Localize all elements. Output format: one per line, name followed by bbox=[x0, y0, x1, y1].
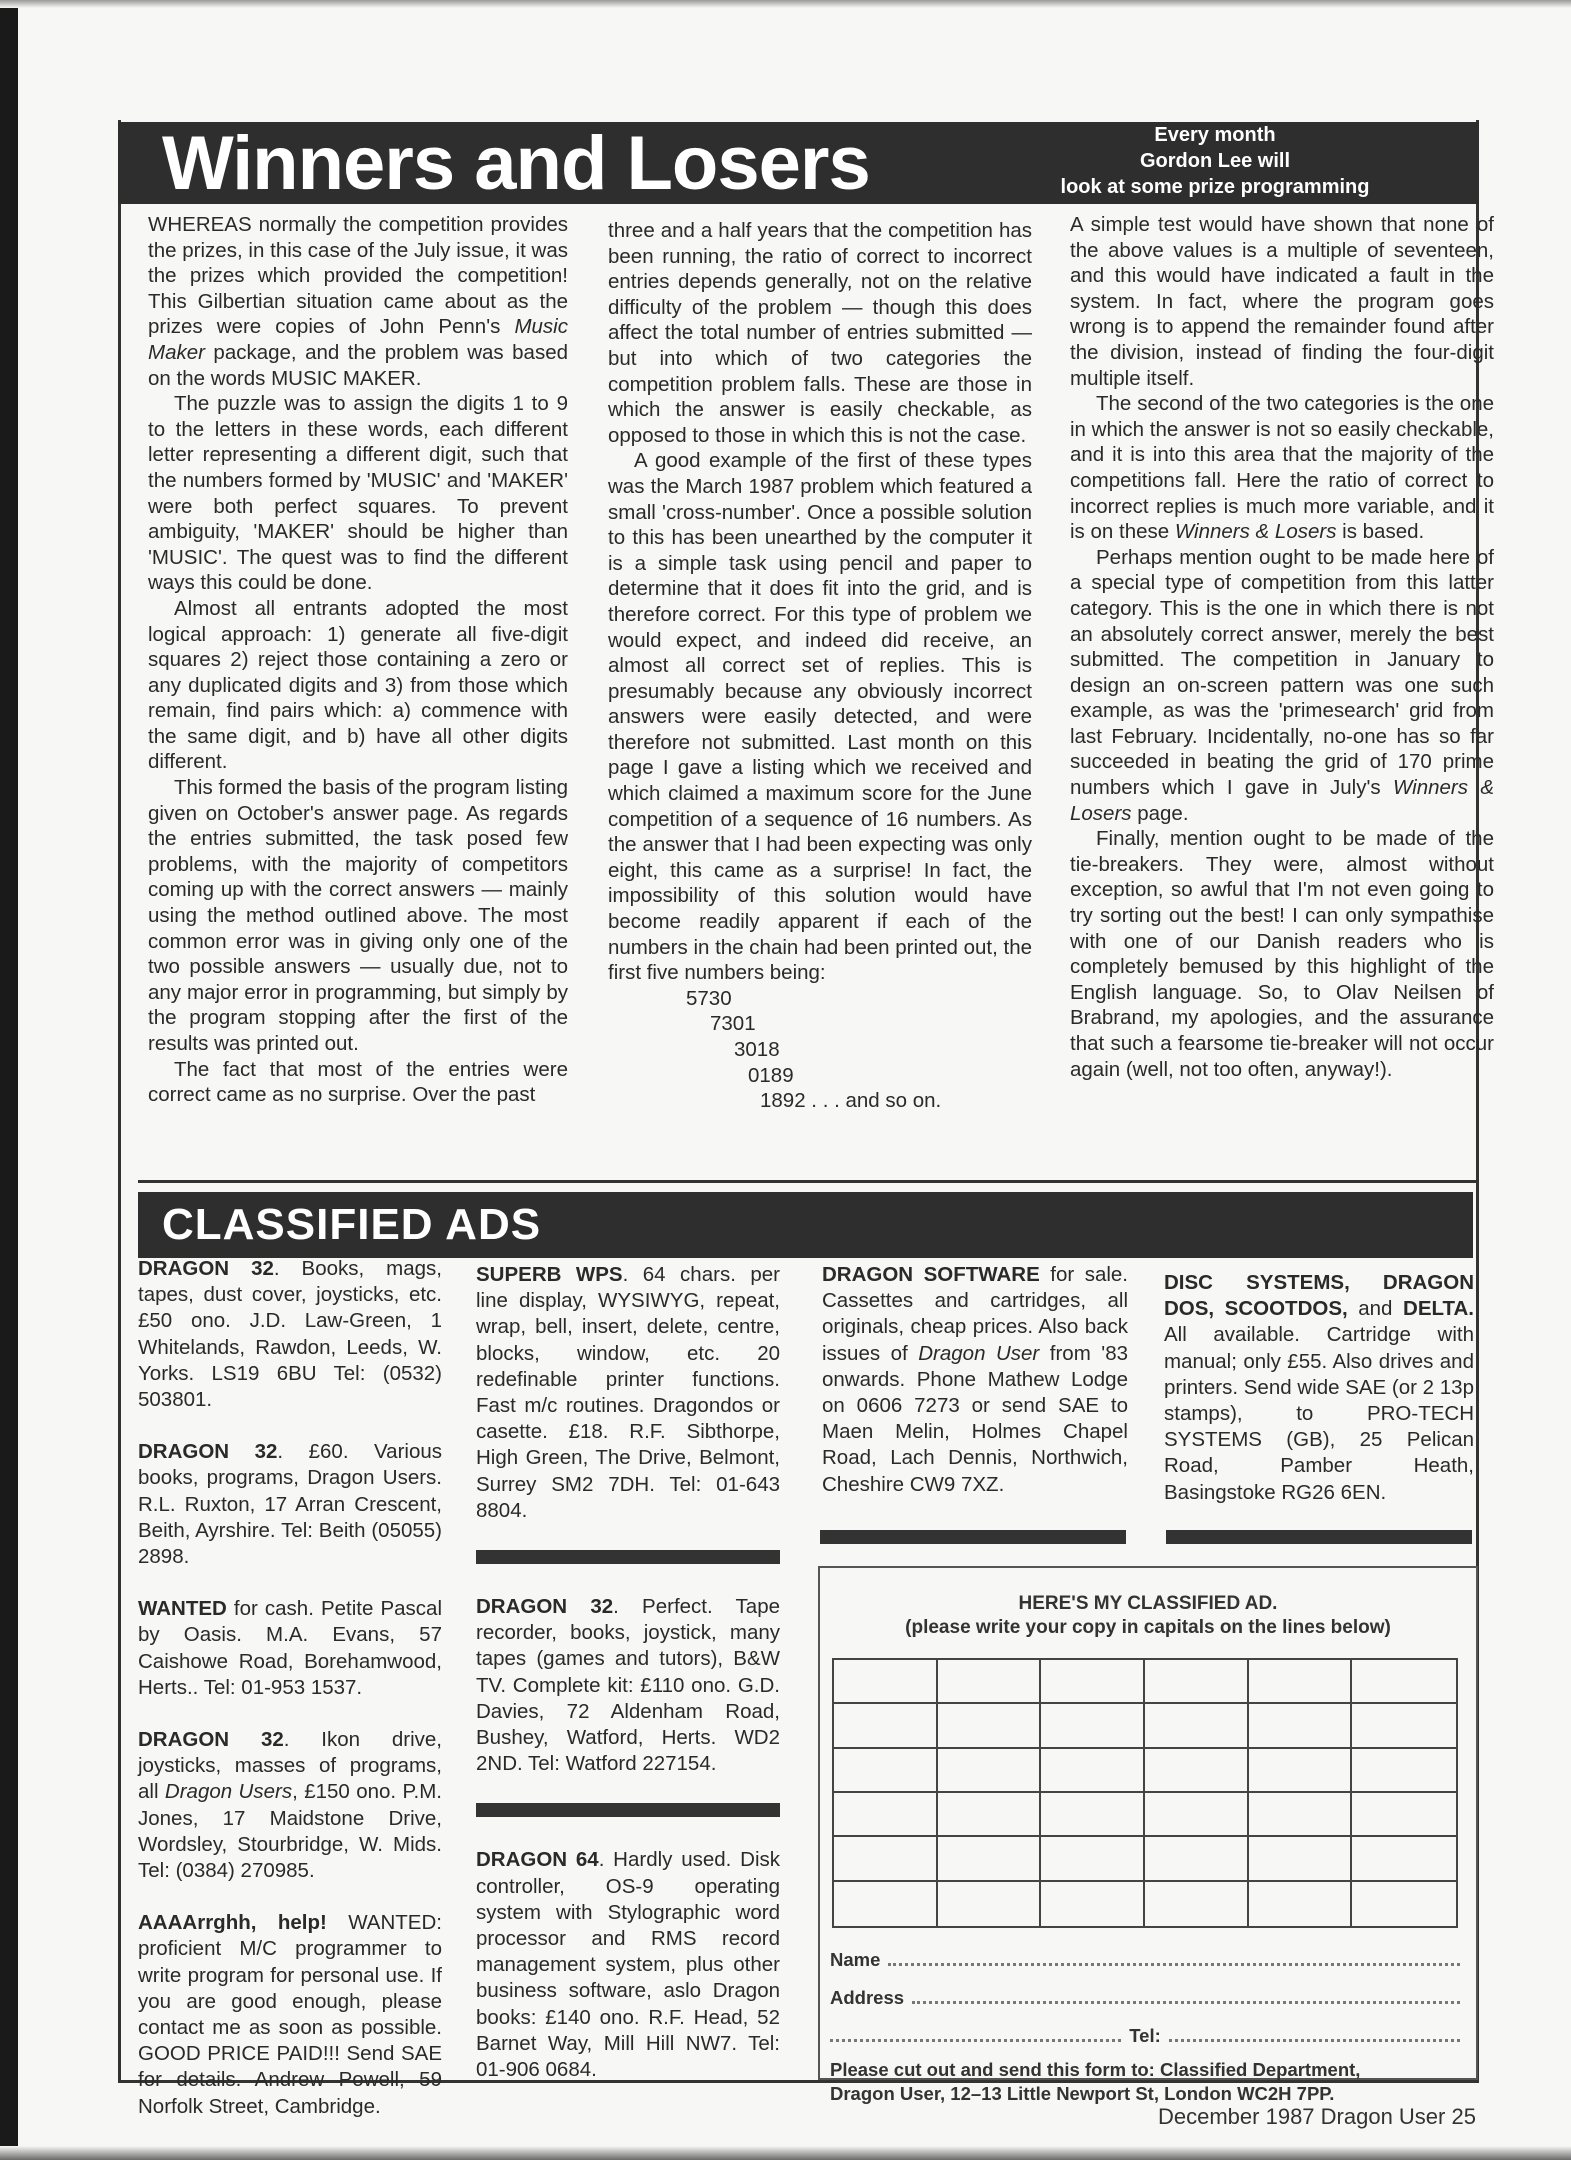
classified-ad: DRAGON 32. Books, mags, tapes, dust cover, joysticks, etc. £50 ono. J.D. Law-Green, 1 Whitelands, Rawdon, Leeds, W. Yorks. LS19 6BU Tel: (0532) 503801. bbox=[138, 1257, 442, 1412]
ads-column-1 bbox=[138, 1256, 442, 2146]
address-continuation-line[interactable] bbox=[830, 2025, 1121, 2042]
article-paragraph: The fact that most of the entries were correct came as no surprise. Over the past bbox=[148, 1057, 568, 1107]
grid-cell[interactable] bbox=[1041, 1793, 1145, 1837]
article-paragraph: This formed the basis of the program listing given on October's answer page. As regards the entries submitted, the task posed few problems, with the majority of competitors coming up with the correct answers — mainly using the method outlined above. The most common error was in giving only one of the two possible answers — usually due, not to any major error in programming, but simply by the program stopping after the first of the results was printed out. bbox=[148, 776, 568, 1055]
italic-title: Winners & Losers bbox=[1174, 520, 1337, 544]
ad-headline: DRAGON 32 bbox=[138, 1440, 278, 1464]
article-column-3 bbox=[1070, 212, 1494, 1082]
article-paragraph: Perhaps mention ought to be made here of a special type of competition from this latter category. This is the one in which there is not an absolutely correct answer, merely the best submitted. The competition in January to design an on-screen pattern was one such example, as was the 'primesearch' grid from last February. Incidentally, no-one has so far succeeded in beating the grid of 170 prime numbers which I gave in July's Winners & Losers page. bbox=[1070, 545, 1494, 825]
name-label: Name bbox=[830, 1949, 881, 1970]
grid-cell[interactable] bbox=[1352, 1837, 1456, 1881]
mailing-line: Dragon User, 12–13 Little Newport St, London WC2H 7PP. bbox=[830, 2083, 1335, 2104]
article-subtitle bbox=[1025, 122, 1405, 200]
ad-headline: AAAArrghh, help! bbox=[138, 1911, 327, 1935]
article-paragraph: three and a half years that the competition has been running, the ratio of correct to incorrect entries depends generally, not on the relative difficulty of the problem — though this does affect the total number of entries submitted — but into which of two categories the competition problem falls. These are those in which the answer is easily checkable, as opposed to those in which this is not the case. bbox=[608, 219, 1032, 447]
classified-ad: WANTED for cash. Petite Pascal by Oasis. M.A. Evans, 57 Caishowe Road, Borehamwood, Herts.. Tel: 01-953 1537. bbox=[138, 1597, 442, 1699]
grid-cell[interactable] bbox=[1041, 1837, 1145, 1881]
tel-field[interactable] bbox=[830, 2024, 1460, 2048]
article-paragraph: WHEREAS normally the competition provides the prizes, in this case of the July issue, it was the prizes which provided the competition! This Gilbertian situation came about as the prizes were copies of John Penn's Music Maker package, and the problem was based on the words MUSIC MAKER. bbox=[148, 213, 568, 390]
italic-title: Winners & Losers bbox=[1070, 776, 1494, 825]
classified-ad: DRAGON SOFTWARE for sale. Cassettes and cartridges, all originals, cheap prices. Also back issues of Dragon User from '83 onwards. Phone Mathew Lodge on 0606 7273 or send SAE to Maen Melin, Holmes Chapel Road, Lach Dennis, Northwich, Cheshire CW9 7XZ. bbox=[822, 1263, 1129, 1496]
page-footer: December 1987 Dragon User 25 bbox=[1158, 2104, 1476, 2129]
classified-ad: DISC SYSTEMS, DRAGON DOS, SCOOTDOS, and DELTA. All available. Cartridge with manual; only £55. Also drives and printers. Send wide SAE (or 2 13p stamps), to PRO-TECH SYSTEMS (GB), 25 Pelican Road, Pamber Heath, Basingstoke RG26 6EN. bbox=[1164, 1271, 1474, 1504]
grid-cell[interactable] bbox=[1352, 1882, 1456, 1926]
grid-cell[interactable] bbox=[1352, 1704, 1456, 1748]
subtitle-line: look at some prize programming bbox=[1060, 176, 1370, 198]
ad-headline: DRAGON 64 bbox=[476, 1848, 599, 1872]
name-field[interactable] bbox=[830, 1948, 1460, 1972]
page-top-shadow bbox=[0, 0, 1571, 8]
grid-cell[interactable] bbox=[1145, 1793, 1249, 1837]
ads-column-4 bbox=[1164, 1270, 1474, 1532]
italic-title: Dragon User bbox=[918, 1341, 1040, 1365]
form-mailing-instructions bbox=[830, 2058, 1470, 2106]
address-label: Address bbox=[830, 1987, 905, 2008]
grid-cell[interactable] bbox=[938, 1660, 1042, 1704]
ad-separator-bar bbox=[1166, 1530, 1472, 1544]
grid-cell[interactable] bbox=[1352, 1793, 1456, 1837]
ad-separator-bar bbox=[820, 1530, 1126, 1544]
italic-title: Music Maker bbox=[148, 315, 568, 364]
article-paragraph: The second of the two categories is the one in which the answer is not so easily checkable, and it is into this area that the majority of the competitions fall. Here the ratio of correct to incorrect replies is much more variable, and it is on these Winners & Losers is based. bbox=[1070, 392, 1494, 544]
ads-column-3 bbox=[822, 1262, 1128, 1524]
grid-cell[interactable] bbox=[1249, 1660, 1353, 1704]
form-heading bbox=[820, 1592, 1476, 1640]
grid-cell[interactable] bbox=[1249, 1793, 1353, 1837]
grid-cell[interactable] bbox=[1352, 1749, 1456, 1793]
grid-cell[interactable] bbox=[1041, 1749, 1145, 1793]
grid-cell[interactable] bbox=[1145, 1704, 1249, 1748]
chain-number: 0189 bbox=[748, 1063, 794, 1087]
ad-headline: SUPERB WPS bbox=[476, 1263, 623, 1286]
grid-cell[interactable] bbox=[834, 1837, 938, 1881]
ad-headline: DRAGON 32 bbox=[138, 1257, 274, 1280]
ad-separator-bar bbox=[476, 1803, 780, 1817]
classified-ad: DRAGON 32. Ikon drive, joysticks, masses of programs, all Dragon Users, £150 ono. P.M. Jones, 17 Maidstone Drive, Wordsley, Stourbridge, W. Mids. Tel: (0384) 270985. bbox=[138, 1728, 442, 1883]
grid-cell[interactable] bbox=[1145, 1837, 1249, 1881]
article-paragraph: A simple test would have shown that none of the above values is a multiple of seventeen, and this would have indicated a fault in the system. In fact, where the program goes wrong is to append the remainder found after the division, instead of finding the four-digit multiple itself. bbox=[1070, 213, 1494, 390]
grid-cell[interactable] bbox=[1041, 1882, 1145, 1926]
ads-column-2 bbox=[476, 1262, 780, 2109]
grid-cell[interactable] bbox=[1249, 1882, 1353, 1926]
ad-copy-grid[interactable] bbox=[832, 1658, 1458, 1928]
grid-cell[interactable] bbox=[834, 1704, 938, 1748]
mailing-line: Please cut out and send this form to: Classified Department, bbox=[830, 2059, 1361, 2080]
grid-cell[interactable] bbox=[1145, 1749, 1249, 1793]
grid-cell[interactable] bbox=[834, 1749, 938, 1793]
form-instruction: (please write your copy in capitals on the lines below) bbox=[905, 1617, 1391, 1638]
classified-ad: DRAGON 64. Hardly used. Disk controller, OS-9 operating system with Stylographic word processor and RMS record management system, plus other business software, aslo Dragon books: £140 ono. R.F. Head, 52 Barnet Way, Mill Hill NW7. Tel: 01-906 0684. bbox=[476, 1848, 781, 2082]
magazine-spine bbox=[0, 0, 18, 2160]
grid-cell[interactable] bbox=[834, 1793, 938, 1837]
page-bottom-shadow bbox=[0, 2146, 1571, 2160]
ad-headline: DELTA. bbox=[1403, 1297, 1474, 1321]
address-field[interactable] bbox=[830, 1986, 1460, 2010]
grid-cell[interactable] bbox=[938, 1882, 1042, 1926]
article-paragraph: A good example of the first of these types was the March 1987 problem which featured a small 'cross-number'. Once a possible solution to this has been unearthed by the computer it is a simple task using pencil and paper to determine that it does fit into the grid, and is therefore correct. For this type of problem we would expect, and indeed did receive, an almost all correct set of replies. This is presumably because any obviously incorrect answers were easily detected, and were therefore not submitted. Last month on this page I gave a listing which we received and which claimed a maximum score for the June competition of a sequence of 16 numbers. As the answer that I had been expecting was only eight, this came as a surprise! In fact, the impossibility of this solution would have become readily apparent if each of the numbers in the chain had been printed out, the first five numbers being: bbox=[608, 449, 1032, 985]
address-dotted-line[interactable] bbox=[912, 1987, 1460, 2004]
ad-headline: DRAGON 32 bbox=[138, 1728, 284, 1752]
grid-cell[interactable] bbox=[938, 1749, 1042, 1793]
tel-dotted-line[interactable] bbox=[1169, 2025, 1460, 2042]
chain-number: 5730 bbox=[686, 986, 732, 1010]
classified-ad: DRAGON 32. Perfect. Tape recorder, books, joystick, many tapes (games and tutors), B&W TV. Complete kit: £110 ono. G.D. Davies, 72 Aldenham Road, Bushey, Watford, Herts. WD2 2ND. Tel: Watford 227154. bbox=[476, 1595, 781, 1776]
grid-cell[interactable] bbox=[1041, 1660, 1145, 1704]
classified-ad: AAAArrghh, help! WANTED: proficient M/C programmer to write program for personal use. If you are good enough, please contact me as soon as possible. GOOD PRICE PAID!!! Send SAE for details. Andrew Powell, 59 Norfolk Street, Cambridge. bbox=[138, 1911, 442, 2118]
grid-cell[interactable] bbox=[1249, 1704, 1353, 1748]
grid-cell[interactable] bbox=[1041, 1704, 1145, 1748]
number-chain bbox=[608, 986, 1032, 1114]
grid-cell[interactable] bbox=[834, 1660, 938, 1704]
grid-cell[interactable] bbox=[1145, 1882, 1249, 1926]
subtitle-line: Every month bbox=[1154, 124, 1276, 146]
article-title: Winners and Losers bbox=[162, 121, 870, 206]
ad-headline: DRAGON 32 bbox=[476, 1595, 614, 1619]
name-dotted-line[interactable] bbox=[888, 1949, 1460, 1966]
grid-cell[interactable] bbox=[1249, 1749, 1353, 1793]
article-paragraph: The puzzle was to assign the digits 1 to 9 to the letters in these words, each different letter representing a different digit, such that the numbers formed by 'MUSIC' and 'MAKER' were both perfect squares. To prevent ambiguity, 'MAKER' should be higher than 'MUSIC'. The quest was to find the different ways this could be done. bbox=[148, 392, 568, 595]
grid-cell[interactable] bbox=[938, 1704, 1042, 1748]
article-column-1 bbox=[148, 212, 568, 1108]
tel-label: Tel: bbox=[1129, 2025, 1161, 2046]
chain-number: 7301 bbox=[710, 1012, 756, 1036]
form-title: HERE'S MY CLASSIFIED AD. bbox=[1018, 1593, 1278, 1614]
article-paragraph: Finally, mention ought to be made of the tie-breakers. They were, almost without exception, so awful that I'm not even going to try sorting out the best! I can only sympathise with one of our Danish readers who is completely bemused by this highlight of the English language. So, to Olav Neilsen of Brabrand, my apologies, and the assurance that such a fearsome tie-breaker will not occur again (well, not too often, anyway!). bbox=[1070, 827, 1494, 1081]
article-column-2 bbox=[608, 218, 1032, 1114]
grid-cell[interactable] bbox=[1249, 1837, 1353, 1881]
chain-number: 1892 . . . and so on. bbox=[760, 1089, 942, 1113]
subtitle-line: Gordon Lee will bbox=[1139, 150, 1290, 172]
ad-headline: DRAGON SOFTWARE bbox=[822, 1263, 1040, 1286]
chain-number: 3018 bbox=[734, 1038, 780, 1061]
grid-cell[interactable] bbox=[834, 1882, 938, 1926]
grid-cell[interactable] bbox=[1145, 1660, 1249, 1704]
ad-headline: DISC SYSTEMS, DRAGON DOS, SCOOTDOS, bbox=[1164, 1271, 1474, 1321]
article-paragraph: Almost all entrants adopted the most logical approach: 1) generate all five-digit squares 2) reject those containing a zero or any duplicated digits and 3) from those which remain, find pairs which: a) commence with the same digit, and b) have all other digits different. bbox=[148, 596, 568, 774]
classified-ad: DRAGON 32. £60. Various books, programs, Dragon Users. R.L. Ruxton, 17 Arran Crescent, Beith, Ayrshire. Tel: Beith (05055) 2898. bbox=[138, 1440, 442, 1569]
grid-cell[interactable] bbox=[938, 1793, 1042, 1837]
classified-ad: SUPERB WPS. 64 chars. per line display, WYSIWYG, repeat, wrap, bell, insert, delete, centre, blocks, window, etc. 20 redefinable printer functions. Fast m/c routines. Dragondos or casette. £18. R.F. Sibthorpe, High Green, The Drive, Belmont, Surrey SM2 7DH. Tel: 01-643 8804. bbox=[476, 1263, 780, 1522]
grid-cell[interactable] bbox=[1352, 1660, 1456, 1704]
ad-headline: WANTED bbox=[138, 1597, 227, 1621]
section-divider bbox=[138, 1180, 1478, 1183]
classified-title: CLASSIFIED ADS bbox=[162, 1200, 542, 1249]
ad-separator-bar bbox=[476, 1550, 780, 1564]
grid-cell[interactable] bbox=[938, 1837, 1042, 1881]
italic-title: Dragon Users bbox=[164, 1780, 293, 1804]
classified-order-form bbox=[818, 1566, 1478, 2104]
